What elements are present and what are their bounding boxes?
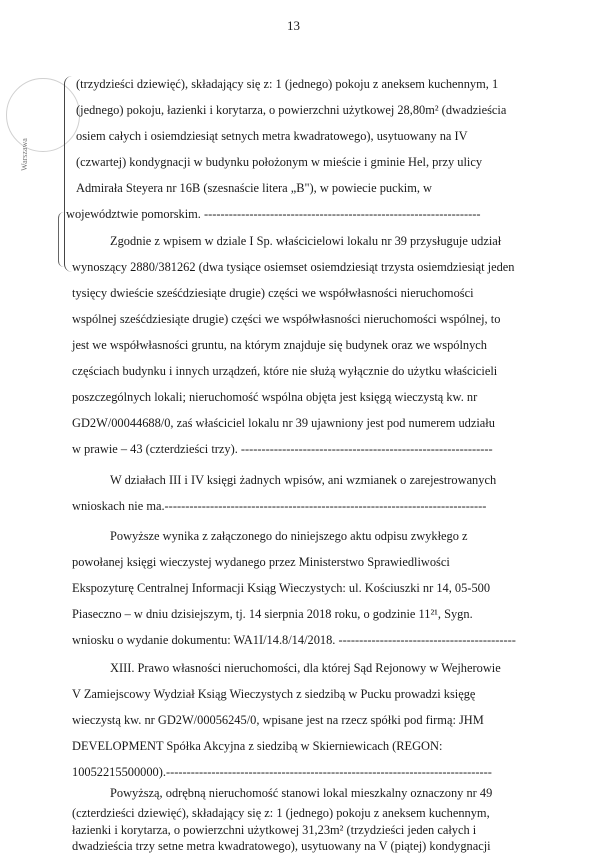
- text-line: V Zamiejscowy Wydział Ksiąg Wieczystych z siedzibą w Pucku prowadzi księgę: [72, 687, 476, 701]
- text-line: GD2W/00044688/0, zaś właściciel lokalu nr 39 ujawniony jest pod numerem udziału: [72, 416, 495, 430]
- text-line: (czwartej) kondygnacji w budynku położonym w mieście i gminie Hel, przy ulicy: [76, 155, 483, 169]
- text-line: częściach budynku i innych urządzeń, które nie służą wyłącznie do użytku właścicieli: [72, 364, 498, 378]
- page-number: 13: [287, 18, 300, 33]
- text-line: (czterdzieści dziewięć), składający się z: 1 (jednego) pokoju z aneksem kuchennym,: [72, 806, 490, 820]
- text-line: Ekspozyturę Centralnej Informacji Ksiąg Wieczystych: ul. Kościuszki nr 14, 05-500: [72, 581, 491, 595]
- text-line: wspólnej sześćdziesiąte drugie) części we współwłasności nieruchomości wspólnej, to: [72, 312, 501, 326]
- text-line: XIII. Prawo własności nieruchomości, dla której Sąd Rejonowy w Wejherowie: [110, 661, 501, 675]
- text-line: DEVELOPMENT Spółka Akcyjna z siedzibą w Skierniewicach (REGON:: [72, 739, 443, 753]
- text-line: w prawie – 43 (czterdzieści trzy). -------------------------------------------------------------: [72, 442, 493, 456]
- text-line: 10052215500000).-------------------------------------------------------------------------------: [72, 765, 492, 779]
- text-line: W działach III i IV księgi żadnych wpisów, ani wzmianek o zarejestrowanych: [110, 473, 497, 487]
- text-line: łazienki i korytarza, o powierzchni użytkowej 31,23m² (trzydzieści jeden całych i: [72, 823, 477, 837]
- text-line: wynoszący 2880/381262 (dwa tysiące osiemset osiemdziesiąt trzysta osiemdziesiąt jeden: [72, 260, 515, 274]
- margin-note: Warszawa: [19, 138, 29, 171]
- text-line: Powyższe wynika z załączonego do niniejszego aktu odpisu zwykłego z: [110, 529, 468, 543]
- text-line: osiem całych i osiemdziesiąt setnych metra kwadratowego), usytuowany na IV: [76, 129, 468, 143]
- text-line: poszczególnych lokali; nieruchomość wspólna objęta jest księgą wieczystą kw. nr: [72, 390, 478, 404]
- text-line: dwadzieścia trzy setne metra kwadratowego), usytuowany na V (piątej) kondygnacji: [72, 839, 491, 853]
- text-line: wniosku o wydanie dokumentu: WA1I/14.8/14/2018. -------------------------------------------: [72, 633, 516, 647]
- text-line: województwie pomorskim. -------------------------------------------------------------------: [66, 207, 481, 221]
- text-line: Zgodnie z wpisem w dziale I Sp. właścicielowi lokalu nr 39 przysługuje udział: [110, 234, 502, 248]
- text-line: (jednego) pokoju, łazienki i korytarza, o powierzchni użytkowej 28,80m² (dwadzieścia: [76, 103, 507, 117]
- text-line: wieczystą kw. nr GD2W/00056245/0, wpisane jest na rzecz spółki pod firmą: JHM: [72, 713, 484, 727]
- text-line: Powyższą, odrębną nieruchomość stanowi lokal mieszkalny oznaczony nr 49: [110, 786, 493, 800]
- text-line: jest we współwłasności gruntu, na którym znajduje się budynek oraz we wspólnych: [72, 338, 487, 352]
- text-line: Piaseczno – w dniu dzisiejszym, tj. 14 sierpnia 2018 roku, o godzinie 11²¹, Sygn.: [72, 607, 473, 621]
- text-line: tysięcy dwieście sześćdziesiąte drugie) części we współwłasności nieruchomości: [72, 286, 474, 300]
- text-line: wnioskach nie ma.------------------------------------------------------------------------------: [72, 499, 487, 513]
- text-line: powołanej księgi wieczystej wydanego przez Ministerstwo Sprawiedliwości: [72, 555, 450, 569]
- text-line: (trzydzieści dziewięć), składający się z: 1 (jednego) pokoju z aneksem kuchennym, 1: [76, 77, 499, 91]
- text-line: Admirała Steyera nr 16B (szesnaście litera „B"), w powiecie puckim, w: [76, 181, 433, 195]
